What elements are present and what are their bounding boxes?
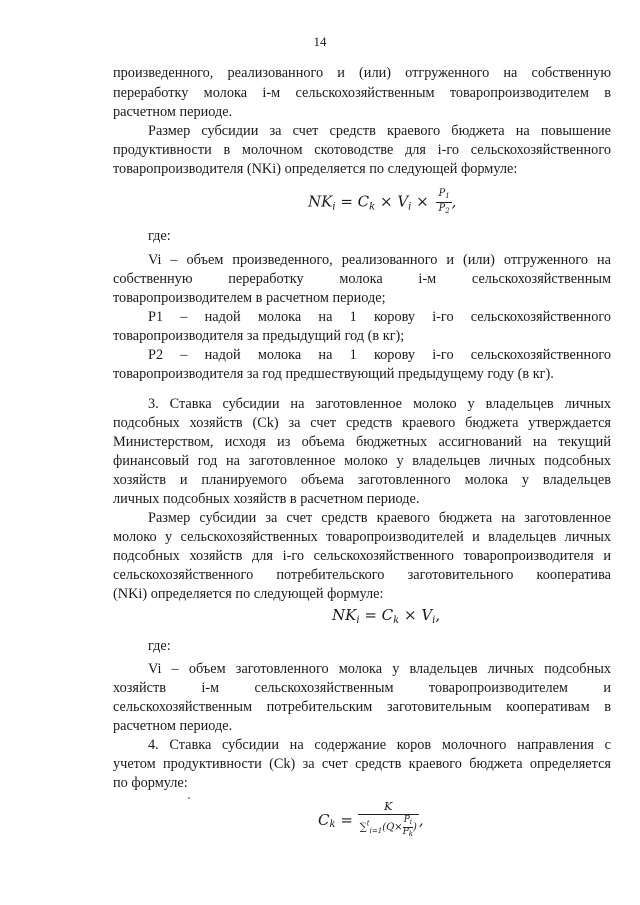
text-line: 4. Ставка субсидии на содержание коров молочного направления с xyxy=(148,737,611,753)
text-line: расчетном периоде. xyxy=(113,718,233,734)
text-line: товаропроизводителем в расчетном периоде; xyxy=(113,290,386,306)
text-line: товаропроизводителя за предыдущий год (в кг); xyxy=(113,328,405,344)
text-line: P2 – надой молока на 1 корову i-го сельскохозяйственного xyxy=(148,347,611,363)
formula-ck-rate: $C_k$ = K ∑$^t_{i=1}$(Q× $\frac{P_i}{P_k}$ ) , xyxy=(318,800,424,838)
text-line: товаропроизводителя за год предшествующий предыдущему году (в кг). xyxy=(113,366,554,382)
text-line: личных подсобных хозяйств в расчетном периоде. xyxy=(113,491,420,507)
text-line: подсобных хозяйств (Ck) за счет средств краевого бюджета утверждается xyxy=(113,415,611,431)
text-line: (NKi) определяется по следующей формуле: xyxy=(113,586,384,602)
fraction-pi-pk: $\frac{P_i}{P_k}$ xyxy=(402,815,413,838)
text-line: сельскохозяйственным потребительским заготовительным кооперативам в xyxy=(113,699,611,715)
fraction-p1-p2: $\frac{P_1}{P_2}$ xyxy=(438,188,450,215)
text-line: где: xyxy=(148,228,171,244)
text-line: молоко у сельскохозяйственных товаропроизводителей и владельцев личных xyxy=(113,529,611,545)
page-number: 14 xyxy=(313,34,327,49)
text-line: учетом продуктивности (Ck) за счет средств краевого бюджета определяется xyxy=(113,756,611,772)
text-line: финансовый год на заготовленное молоко у владельцев личных подсобных xyxy=(113,453,611,469)
text-line: переработку молока i-м сельскохозяйственным товаропроизводителем в xyxy=(113,85,611,101)
text-line: хозяйств и планируемого объема заготовленного молока у владельцев xyxy=(113,472,611,488)
text-line: Размер субсидии за счет средств краевого бюджета на повышение xyxy=(148,123,611,139)
text-line: сельскохозяйственного потребительского заготовительного кооператива xyxy=(113,567,611,583)
text-line: товаропроизводителя (NKi) определяется по следующей формуле: xyxy=(113,161,518,177)
text-line: расчетном периоде. xyxy=(113,104,233,120)
text-line: хозяйств i-м сельскохозяйственным товаропроизводителем и xyxy=(113,680,611,696)
text-line: Размер субсидии за счет средств краевого бюджета на заготовленное xyxy=(148,510,611,526)
text-line: где: xyxy=(148,638,171,654)
text-line: собственную переработку молока i-м сельскохозяйственным xyxy=(113,271,611,287)
text-line: продуктивности в молочном скотоводстве для i-го сельскохозяйственного xyxy=(113,142,611,158)
fraction-ck: K ∑$^t_{i=1}$(Q× $\frac{P_i}{P_k}$ ) xyxy=(359,800,417,838)
text-line: 3. Ставка субсидии на заготовленное молоко у владельцев личных xyxy=(148,396,611,412)
text-line: P1 – надой молока на 1 корову i-го сельскохозяйственного xyxy=(148,309,611,325)
text-line: по формуле: xyxy=(113,775,188,791)
text-line: подсобных хозяйств для i-го сельскохозяйственного товаропроизводителя и xyxy=(113,548,611,564)
formula-nki-procured-milk: $NK_i = C_k \times V_i$, xyxy=(332,606,441,626)
text-line: Vi – объем произведенного, реализованного и (или) отгруженного на xyxy=(148,252,611,268)
scan-speck xyxy=(188,797,190,799)
formula-nki-productivity: $NK_i = C_k \times V_i$ × $\frac{P_1}{P_2}$ , xyxy=(308,188,457,215)
text-line: Vi – объем заготовленного молока у владельцев личных подсобных xyxy=(148,661,611,677)
text-line: произведенного, реализованного и (или) отгруженного на собственную xyxy=(113,65,611,81)
text-line: Министерством, исходя из объема бюджетных ассигнований на текущий xyxy=(113,434,611,450)
